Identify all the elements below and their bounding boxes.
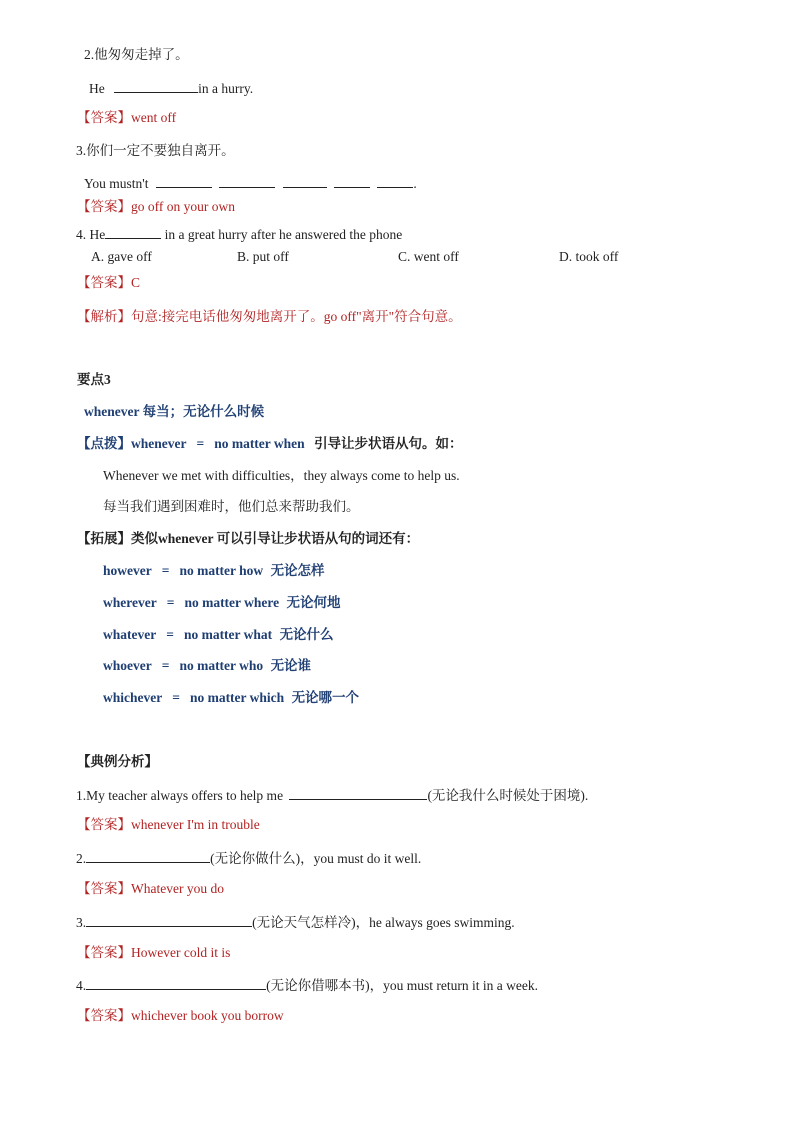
question-2-answer: 【答案】went off xyxy=(77,110,177,125)
answer-blank[interactable] xyxy=(289,785,427,800)
answer-blank[interactable] xyxy=(377,173,413,188)
example-2-sentence: 2. (无论你做什么)，you must do it well. xyxy=(76,848,421,868)
answer-blank[interactable] xyxy=(219,173,275,188)
examples-heading: 【典例分析】 xyxy=(77,754,158,769)
example-1-sentence: 1.My teacher always offers to help me (无论我什么时候处于困境). xyxy=(76,785,588,805)
example-4-answer: 【答案】whichever book you borrow xyxy=(77,1008,284,1023)
whenever-definition: whenever 每当；无论什么时候 xyxy=(84,404,265,419)
answer-blank[interactable] xyxy=(86,975,266,990)
question-2-sentence: He in a hurry. xyxy=(89,78,253,98)
answer-blank[interactable] xyxy=(105,224,161,239)
answer-blank[interactable] xyxy=(86,912,252,927)
pair-however: however = no matter how 无论怎样 xyxy=(103,563,325,578)
option-d[interactable]: D. took off xyxy=(559,249,619,264)
answer-blank[interactable] xyxy=(334,173,370,188)
question-2-chinese: 2.他匆匆走掉了。 xyxy=(84,47,189,62)
question-3-chinese: 3.你们一定不要独自离开。 xyxy=(76,143,235,158)
question-4-sentence: 4. He in a great hurry after he answered the phone xyxy=(76,224,402,244)
example-2-answer: 【答案】Whatever you do xyxy=(77,881,224,896)
pair-whichever: whichever = no matter which 无论哪一个 xyxy=(103,690,360,705)
example-1-answer: 【答案】whenever I'm in trouble xyxy=(77,817,260,832)
option-b[interactable]: B. put off xyxy=(237,249,289,264)
answer-blank[interactable] xyxy=(283,173,327,188)
question-3-answer: 【答案】go off on your own xyxy=(77,199,235,214)
example-english: Whenever we met with difficulties，they always come to help us. xyxy=(103,468,460,483)
question-3-sentence: You mustn't . xyxy=(84,173,417,193)
example-4-sentence: 4. (无论你借哪本书)，you must return it in a week. xyxy=(76,975,538,995)
example-chinese: 每当我们遇到困难时，他们总来帮助我们。 xyxy=(103,499,360,514)
question-4-answer: 【答案】C xyxy=(77,275,141,290)
option-a[interactable]: A. gave off xyxy=(91,249,152,264)
pair-whatever: whatever = no matter what 无论什么 xyxy=(103,627,334,642)
question-4-analysis: 【解析】句意:接完电话他匆匆地离开了。go off"离开"符合句意。 xyxy=(77,309,462,324)
answer-blank[interactable] xyxy=(114,78,198,93)
extend-line: 【拓展】类似whenever 可以引导让步状语从句的词还有： xyxy=(77,531,420,546)
pair-whoever: whoever = no matter who 无论谁 xyxy=(103,658,312,673)
point-3-heading: 要点3 xyxy=(77,372,111,387)
answer-blank[interactable] xyxy=(156,173,212,188)
tip-line: 【点拨】whenever = no matter when 引导让步状语从句。如： xyxy=(77,436,463,451)
answer-blank[interactable] xyxy=(86,848,210,863)
example-3-answer: 【答案】However cold it is xyxy=(77,945,231,960)
option-c[interactable]: C. went off xyxy=(398,249,459,264)
pair-wherever: wherever = no matter where 无论何地 xyxy=(103,595,341,610)
example-3-sentence: 3. (无论天气怎样冷)，he always goes swimming. xyxy=(76,912,515,932)
